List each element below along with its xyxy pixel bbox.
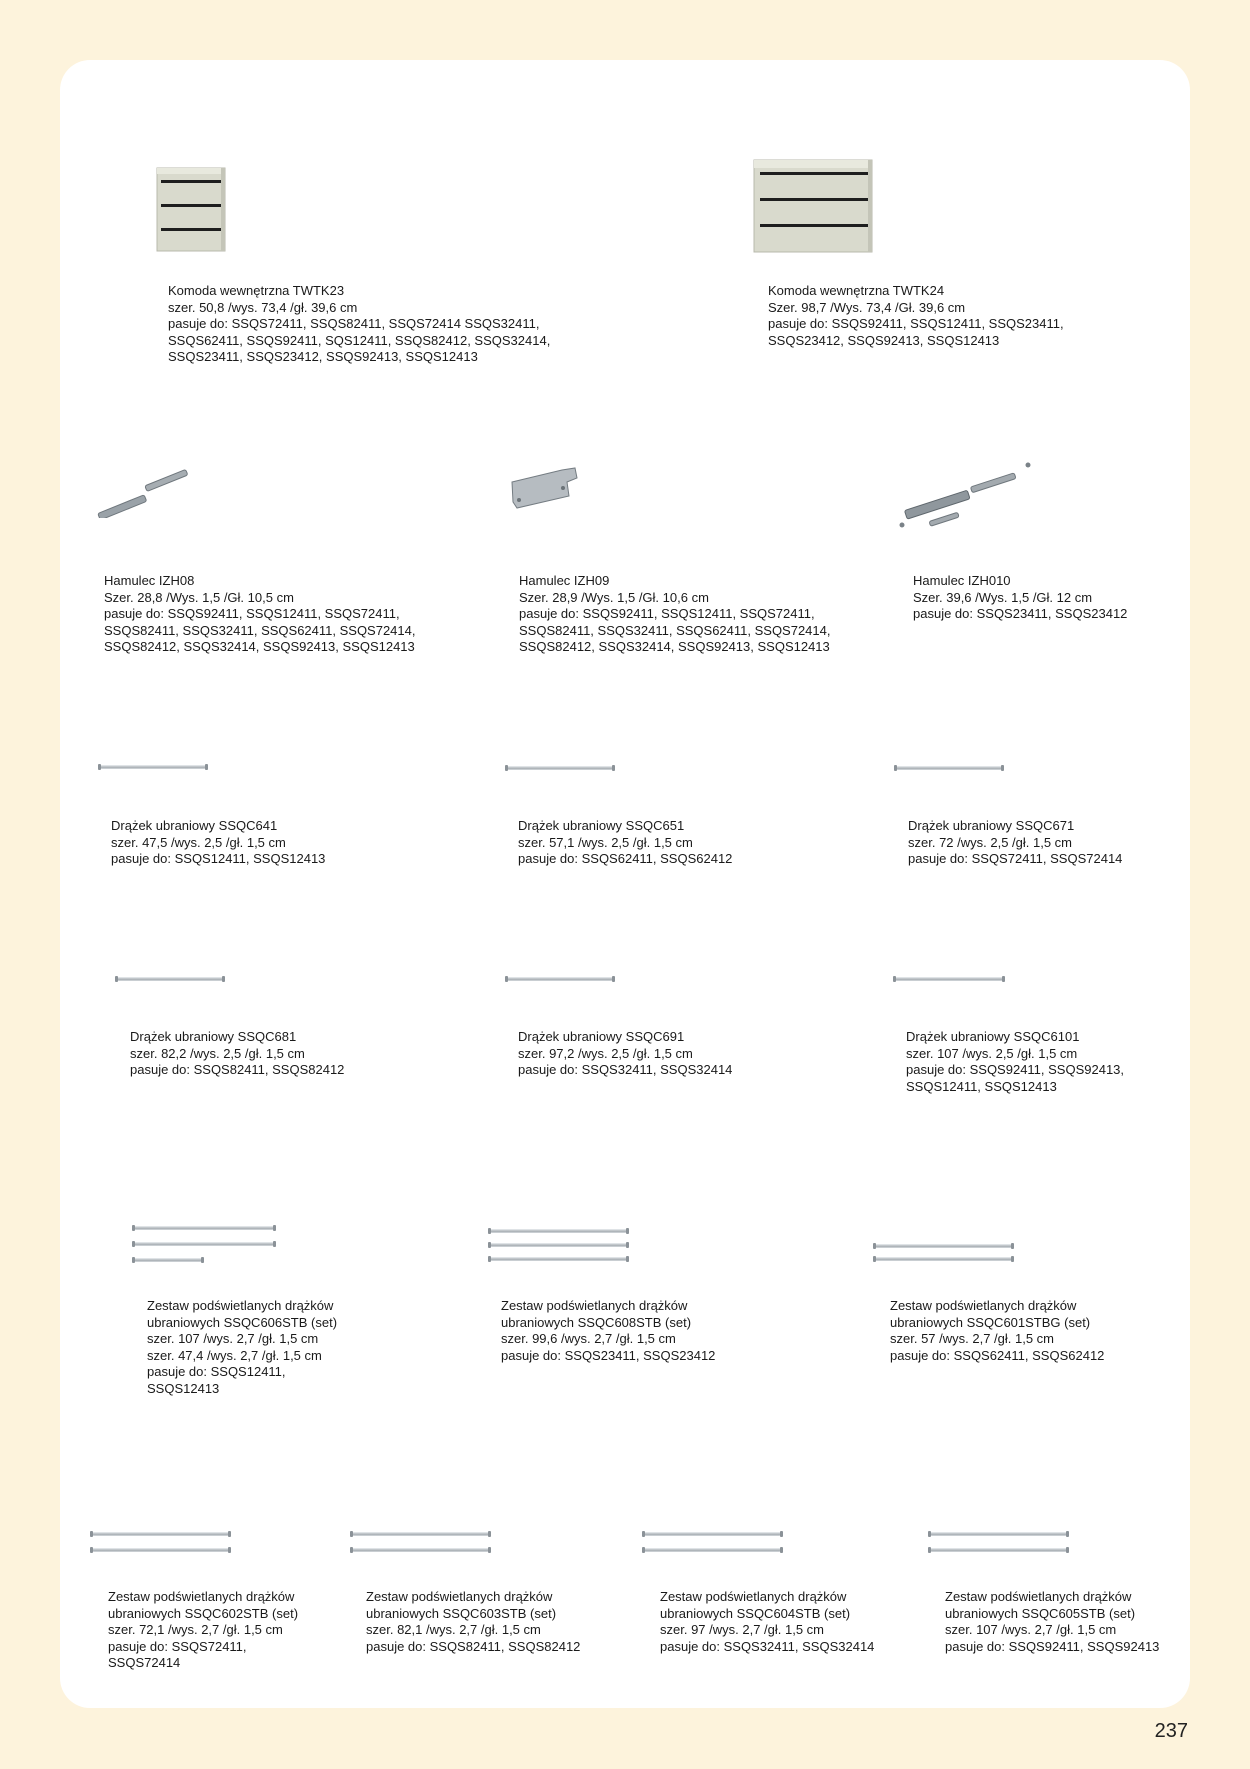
product-description: Drążek ubraniowy SSQC691 szer. 97,2 /wys. 2,5 /gł. 1,5 cm pasuje do: SSQS32411, SSQS32414 xyxy=(518,1029,733,1077)
product-description: Zestaw podświetlanych drążków ubraniowych SSQC601STBG (set) szer. 57 /wys. 2,7 /gł. 1,5 cm pasuje do: SSQS62411, SSQS62412 xyxy=(890,1298,1105,1363)
rod-ssqc651-image xyxy=(507,766,613,770)
product-description: Drążek ubraniowy SSQC641 szer. 47,5 /wys. 2,5 /gł. 1,5 cm pasuje do: SSQS12411, SSQS12413 xyxy=(111,818,326,866)
rod-ssqc641-image xyxy=(100,765,206,769)
rodset-ssqc601stbg-image xyxy=(875,1244,1015,1264)
brake-izh09-image xyxy=(507,462,582,517)
product-description: Zestaw podświetlanych drążków ubraniowych SSQC603STB (set) szer. 82,1 /wys. 2,7 /gł. 1,5 cm pasuje do: SSQS82411, SSQS82412 xyxy=(366,1589,581,1654)
product-description: Zestaw podświetlanych drążków ubraniowych SSQC604STB (set) szer. 97 /wys. 2,7 /gł. 1,5 cm pasuje do: SSQS32411, SSQS32414 xyxy=(660,1589,875,1654)
product-description: Drążek ubraniowy SSQC681 szer. 82,2 /wys. 2,5 /gł. 1,5 cm pasuje do: SSQS82411, SSQS82412 xyxy=(130,1029,345,1077)
rodset-ssqc608stb-image xyxy=(490,1229,630,1265)
dresser-twtk24-image xyxy=(752,158,874,254)
brake-izh08-image xyxy=(88,462,193,518)
brake-izh010-image xyxy=(894,455,1036,531)
product-description: Hamulec IZH010 Szer. 39,6 /Wys. 1,5 /Gł. 12 cm pasuje do: SSQS23411, SSQS23412 xyxy=(913,573,1128,621)
rodset-ssqc604stb-image xyxy=(644,1532,784,1554)
product-description: Komoda wewnętrzna TWTK23 szer. 50,8 /wys. 73,4 /gł. 39,6 cm pasuje do: SSQS72411, SSQS82411, SSQS72414 SSQS32411, SSQS62411, SSQS92411, SQS12411, SSQS82412, SSQS32414, SSQS23411, SSQS23412, SSQS92413, SSQS12413 xyxy=(168,283,551,364)
product-description: Komoda wewnętrzna TWTK24 Szer. 98,7 /Wys. 73,4 /Gł. 39,6 cm pasuje do: SSQS92411, SSQS12411, SSQS23411, SSQS23412, SSQS92413, SSQS12413 xyxy=(768,283,1064,348)
product-description: Zestaw podświetlanych drążków ubraniowych SSQC606STB (set) szer. 107 /wys. 2,7 /gł. 1,5 cm szer. 47,4 /wys. 2,7 /gł. 1,5 cm pasuje do: SSQS12411, SSQS12413 xyxy=(147,1298,338,1396)
rod-ssqc6101-image xyxy=(895,977,1003,981)
rod-ssqc681-image xyxy=(117,977,223,981)
rodset-ssqc605stb-image xyxy=(930,1532,1070,1554)
rodset-ssqc606stb-image xyxy=(134,1226,276,1266)
product-description: Zestaw podświetlanych drążków ubraniowych SSQC602STB (set) szer. 72,1 /wys. 2,7 /gł. 1,5 cm pasuje do: SSQS72411, SSQS72414 xyxy=(108,1589,299,1670)
rodset-ssqc602stb-image xyxy=(92,1532,232,1554)
page-number: 237 xyxy=(1154,1720,1188,1742)
product-description: Zestaw podświetlanych drążków ubraniowych SSQC608STB (set) szer. 99,6 /wys. 2,7 /gł. 1,5 cm pasuje do: SSQS23411, SSQS23412 xyxy=(501,1298,716,1363)
product-description: Drążek ubraniowy SSQC671 szer. 72 /wys. 2,5 /gł. 1,5 cm pasuje do: SSQS72411, SSQS72414 xyxy=(908,818,1123,866)
dresser-twtk23-image xyxy=(155,166,227,253)
rodset-ssqc603stb-image xyxy=(352,1532,492,1554)
product-description: Hamulec IZH09 Szer. 28,9 /Wys. 1,5 /Gł. 10,6 cm pasuje do: SSQS92411, SSQS12411, SSQS72411, SSQS82411, SSQS32411, SSQS62411, SSQS72414, SSQS82412, SSQS32414, SSQS92413, SSQS12413 xyxy=(519,573,831,654)
rod-ssqc671-image xyxy=(896,766,1002,770)
rod-ssqc691-image xyxy=(507,977,613,981)
product-description: Drążek ubraniowy SSQC6101 szer. 107 /wys. 2,5 /gł. 1,5 cm pasuje do: SSQS92411, SSQS92413, SSQS12411, SSQS12413 xyxy=(906,1029,1125,1094)
product-description: Hamulec IZH08 Szer. 28,8 /Wys. 1,5 /Gł. 10,5 cm pasuje do: SSQS92411, SSQS12411, SSQS72411, SSQS82411, SSQS32411, SSQS62411, SSQS72414, SSQS82412, SSQS32414, SSQS92413, SSQS12413 xyxy=(104,573,416,654)
product-description: Drążek ubraniowy SSQC651 szer. 57,1 /wys. 2,5 /gł. 1,5 cm pasuje do: SSQS62411, SSQS62412 xyxy=(518,818,733,866)
product-description: Zestaw podświetlanych drążków ubraniowych SSQC605STB (set) szer. 107 /wys. 2,7 /gł. 1,5 cm pasuje do: SSQS92411, SSQS92413 xyxy=(945,1589,1160,1654)
